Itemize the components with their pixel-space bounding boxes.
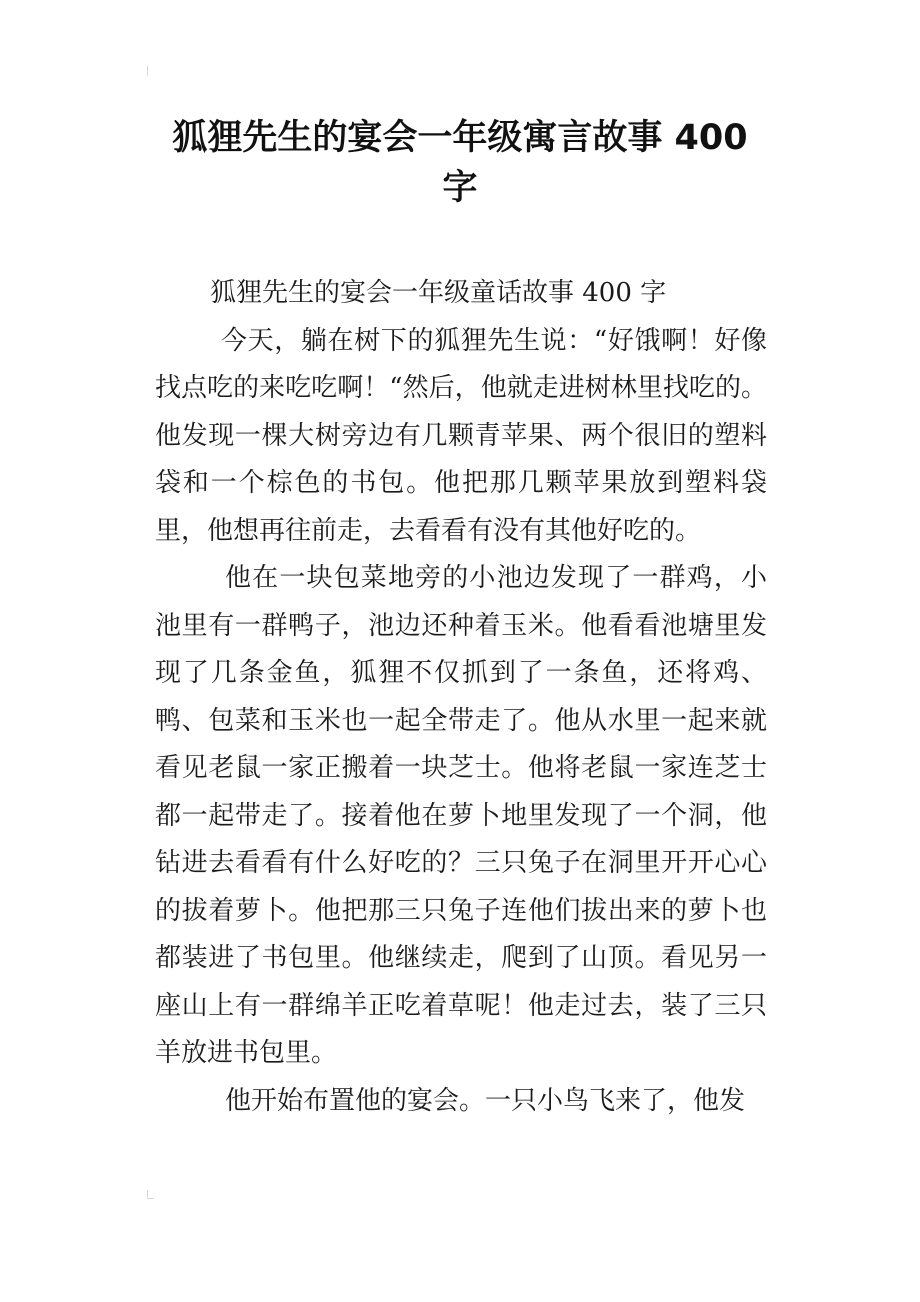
paragraph-1: 今天，躺在树下的狐狸先生说：“好饿啊！好像找点吃的来吃吃啊！“然后，他就走进树林里找吃的。他发现一棵大树旁边有几颗青苹果、两个很旧的塑料袋和一个棕色的书包。他把那几颗苹果放到塑料袋里，他想再往前走，去看看有没有其他好吃的。 bbox=[155, 325, 767, 546]
document-body bbox=[155, 270, 767, 1125]
title-line-2: 字 bbox=[442, 168, 478, 208]
paragraph-2: 他在一块包菜地旁的小池边发现了一群鸡，小池里有一群鸭子，池边还种着玉米。他看看池塘里发现了几条金鱼，狐狸不仅抓到了一条鱼，还将鸡、鸭、包菜和玉米也一起全带走了。他从水里一起来就看见老鼠一家正搬着一块芝士。他将老鼠一家连芝士都一起带走了。接着他在萝卜地里发现了一个洞，他钻进去看看有什么好吃的？三只兔子在洞里开开心心的拔着萝卜。他把那三只兔子连他们拔出来的萝卜也都装进了书包里。他继续走，爬到了山顶。看见另一座山上有一群绵羊正吃着草呢！他走过去，装了三只羊放进书包里。 bbox=[155, 563, 767, 1068]
document-subtitle: 狐狸先生的宴会一年级童话故事 400 字 bbox=[210, 278, 667, 308]
corner-crop-mark-bottom bbox=[147, 1190, 154, 1199]
title-line-1: 狐狸先生的宴会一年级寓言故事 400 bbox=[172, 118, 748, 158]
page-title bbox=[150, 113, 770, 213]
paragraph-3: 他开始布置他的宴会。一只小鸟飞来了，他发 bbox=[225, 1085, 746, 1116]
corner-crop-mark bbox=[147, 66, 154, 76]
